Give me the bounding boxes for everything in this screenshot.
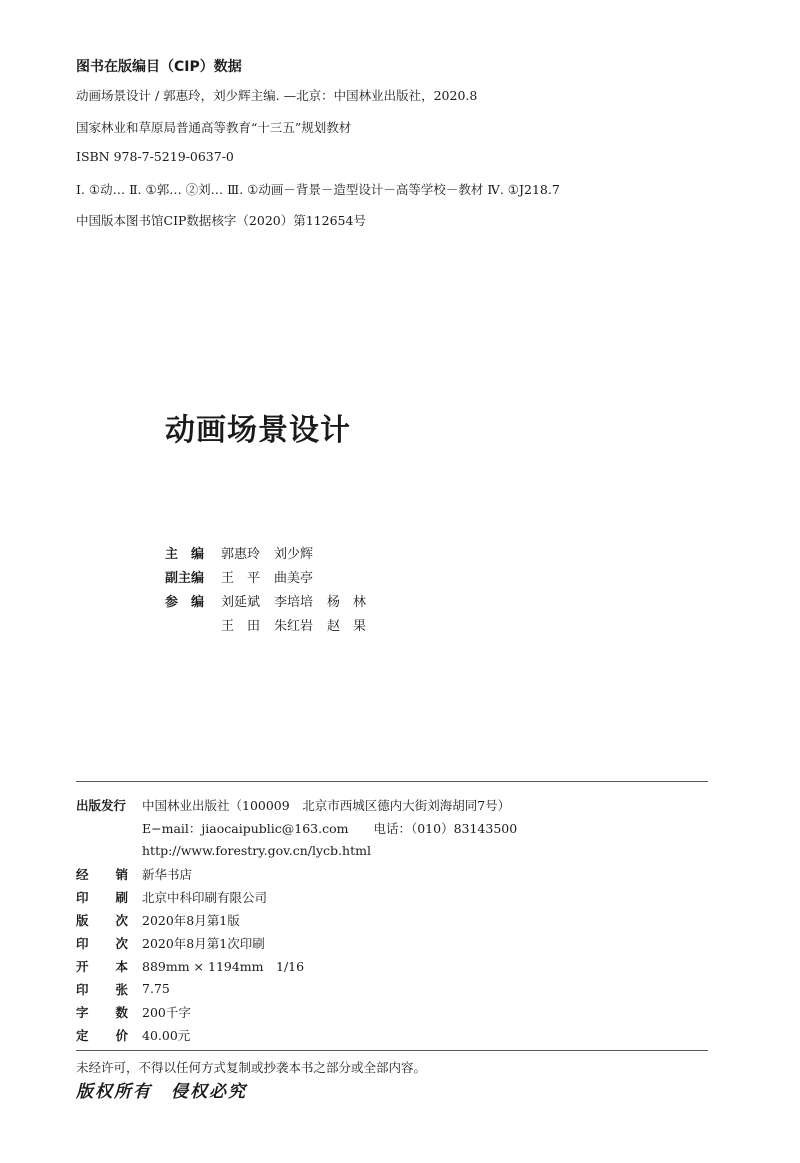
bottom-divider (76, 1050, 708, 1051)
label-char: 次 (115, 935, 128, 951)
editor-name: 朱红岩 (274, 618, 314, 634)
editor-row-contributors-cont (165, 612, 366, 636)
editor-name: 李培培 (274, 594, 314, 610)
editor-role: 参 编 (165, 594, 205, 610)
book-title: 动画场景设计 (165, 413, 351, 448)
detail-label (76, 980, 128, 998)
detail-row-word-count (76, 1000, 517, 1023)
detail-row-sheets (76, 977, 517, 1000)
detail-value: 40.00元 (142, 1027, 191, 1043)
label-char: 字 (76, 1004, 89, 1020)
detail-value: 200千字 (142, 1004, 191, 1020)
detail-value: 2020年8月第1次印刷 (142, 935, 265, 951)
label-char: 经 (76, 866, 89, 882)
editor-role: 主 编 (165, 546, 205, 562)
label-char: 定 (76, 1027, 89, 1043)
detail-row-format (76, 954, 517, 977)
detail-row-printer (76, 885, 517, 908)
contact-row (76, 816, 517, 839)
detail-row-price (76, 1023, 517, 1046)
editor-name: 刘延斌 (221, 594, 261, 610)
detail-row-printing (76, 931, 517, 954)
publication-info (76, 793, 517, 1046)
detail-value: 2020年8月第1版 (142, 912, 240, 928)
publisher-label: 出版发行 (76, 797, 127, 813)
detail-label (76, 1003, 128, 1021)
detail-value: 7.75 (142, 981, 170, 996)
label-char: 印 (76, 889, 89, 905)
contact-value: E−mail：jiaocaipublic@163.com 电话：（010）83143500 (142, 820, 518, 836)
website-row (76, 839, 517, 862)
label-char: 数 (115, 1004, 128, 1020)
cip-line-record-number: 中国版本图书馆CIP数据核字（2020）第112654号 (76, 213, 366, 228)
cip-line-classification: Ⅰ. ①动… Ⅱ. ①郭… ②刘… Ⅲ. ①动画－背景－造型设计－高等学校－教材 Ⅳ. ①J218.7 (76, 182, 560, 197)
cip-heading: 图书在版编目（CIP）数据 (76, 59, 242, 75)
cip-line-isbn: ISBN 978-7-5219-0637-0 (76, 149, 234, 164)
detail-label (76, 1026, 128, 1044)
cip-line-citation: 动画场景设计 / 郭惠玲，刘少辉主编. —北京：中国林业出版社，2020.8 (76, 88, 478, 103)
detail-label (76, 911, 128, 929)
editor-name: 刘少辉 (274, 546, 314, 562)
label-char: 张 (115, 981, 128, 997)
copyright-statement: 版权所有 侵权必究 (76, 1082, 247, 1102)
detail-label (76, 865, 128, 883)
label-char: 次 (115, 912, 128, 928)
label-char: 销 (115, 866, 128, 882)
label-char: 价 (115, 1027, 128, 1043)
detail-label (76, 934, 128, 952)
editor-row-deputy (165, 564, 366, 588)
editor-name: 曲美亭 (274, 570, 314, 586)
editor-role: 副主编 (165, 570, 205, 586)
label-char: 刷 (115, 889, 128, 905)
label-char: 版 (76, 912, 89, 928)
cip-line-series: 国家林业和草原局普通高等教育“十三五”规划教材 (76, 120, 352, 135)
label-char: 开 (76, 958, 89, 974)
website-value: http://www.forestry.gov.cn/lycb.html (142, 843, 371, 858)
detail-row-edition (76, 908, 517, 931)
top-divider (76, 781, 708, 782)
editor-name: 王 平 (221, 570, 261, 586)
detail-label (76, 888, 128, 906)
detail-value: 889mm × 1194mm 1/16 (142, 958, 305, 974)
detail-value: 北京中科印刷有限公司 (142, 889, 268, 905)
detail-label (76, 957, 128, 975)
label-char: 印 (76, 935, 89, 951)
publisher-row (76, 793, 517, 816)
editor-name: 赵 果 (327, 618, 367, 634)
editor-row-contributors (165, 588, 366, 612)
label-char: 本 (115, 958, 128, 974)
editor-name: 郭惠玲 (221, 546, 261, 562)
publisher-value: 中国林业出版社（100009 北京市西城区德内大街刘海胡同7号） (142, 797, 511, 813)
detail-value: 新华书店 (142, 866, 193, 882)
editor-name: 王 田 (221, 618, 261, 634)
editor-name: 杨 林 (327, 594, 367, 610)
label-char: 印 (76, 981, 89, 997)
editor-list (165, 540, 366, 636)
editor-row-chief (165, 540, 366, 564)
copy-notice: 未经许可，不得以任何方式复制或抄袭本书之部分或全部内容。 (76, 1060, 427, 1075)
detail-row-distribution (76, 862, 517, 885)
